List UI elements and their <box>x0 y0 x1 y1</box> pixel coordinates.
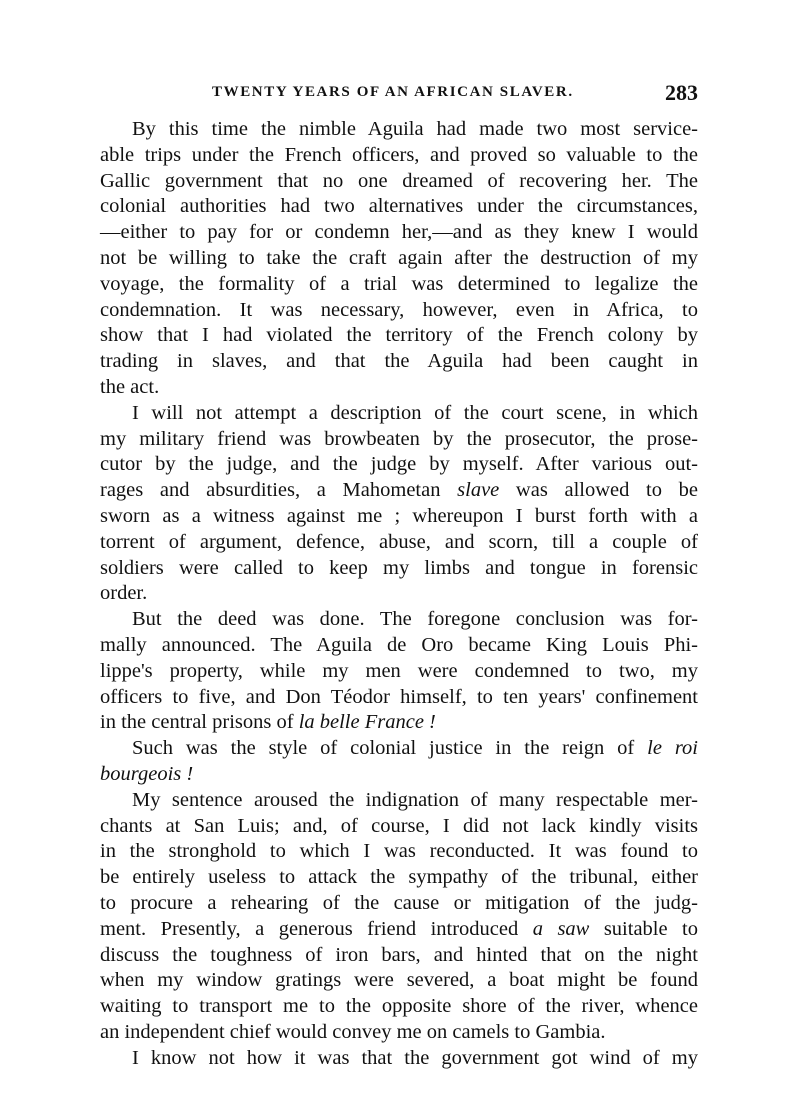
text-line: when my window gratings were severed, a boat might be found <box>100 969 698 992</box>
text-line: rages and absurdities, a Mahometan slave was allowed to be <box>100 479 698 502</box>
text-line: an independent chief would convey me on camels to Gambia. <box>100 1020 606 1043</box>
text-line: able trips under the French officers, and proved so valuable to the <box>100 143 698 166</box>
text-line: soldiers were called to keep my limbs and tongue in forensic <box>100 556 698 579</box>
running-title: TWENTY YEARS OF AN AFRICAN SLAVER. <box>212 84 574 100</box>
text-line: mally announced. The Aguila de Oro became King Louis Phi- <box>100 633 698 656</box>
text-line: not be willing to take the craft again after the destruction of my <box>100 246 698 269</box>
text-line: officers to five, and Don Téodor himself, to ten years' confinement <box>100 685 698 708</box>
text-line: cutor by the judge, and the judge by myself. After various out- <box>100 453 698 476</box>
text-line: discuss the toughness of iron bars, and hinted that on the night <box>100 943 698 966</box>
text-line: sworn as a witness against me ; whereupon I burst forth with a <box>100 504 698 527</box>
text-line: chants at San Luis; and, of course, I did not lack kindly visits <box>100 814 698 837</box>
text-line: I know not how it was that the government got wind of my <box>132 1046 698 1069</box>
text-line: condemnation. It was necessary, however, even in Africa, to <box>100 298 698 321</box>
page-number: 283 <box>665 80 698 105</box>
text-line: in the central prisons of la belle France ! <box>100 711 436 734</box>
text-line: Such was the style of colonial justice in the reign of le roi <box>132 737 698 760</box>
text-line: I will not attempt a description of the court scene, in which <box>132 401 698 424</box>
text-line: bourgeois ! <box>100 762 194 785</box>
text-line: ment. Presently, a generous friend introduced a saw suitable to <box>100 917 699 940</box>
text-line: voyage, the formality of a trial was determined to legalize the <box>100 272 698 295</box>
text-line: But the deed was done. The foregone conclusion was for- <box>132 608 698 631</box>
text-line: —either to pay for or condemn her,—and as they knew I would <box>100 221 698 244</box>
text-line: waiting to transport me to the opposite shore of the river, whence <box>100 995 698 1018</box>
text-line: Gallic government that no one dreamed of recovering her. The <box>100 169 698 192</box>
text-line: My sentence aroused the indignation of many respectable mer- <box>132 788 698 811</box>
text-line: the act. <box>100 375 160 398</box>
text-line: show that I had violated the territory of the French colony by <box>100 324 698 347</box>
text-line: lippe's property, while my men were condemned to two, my <box>100 659 698 682</box>
text-line: my military friend was browbeaten by the prosecutor, the prose- <box>100 427 698 450</box>
text-line: By this time the nimble Aguila had made two most service- <box>132 118 698 140</box>
text-line: colonial authorities had two alternatives under the circumstances, <box>100 195 698 218</box>
text-line: to procure a rehearing of the cause or mitigation of the judg- <box>100 891 698 914</box>
text-line: order. <box>100 582 148 605</box>
text-line: be entirely useless to attack the sympathy of the tribunal, either <box>100 866 698 889</box>
body-text <box>100 117 698 1071</box>
text-line: in the stronghold to which I was reconducted. It was found to <box>100 840 698 863</box>
running-header <box>100 80 698 108</box>
text-line: trading in slaves, and that the Aguila had been caught in <box>100 350 698 373</box>
text-line: torrent of argument, defence, abuse, and scorn, till a couple of <box>100 530 698 553</box>
